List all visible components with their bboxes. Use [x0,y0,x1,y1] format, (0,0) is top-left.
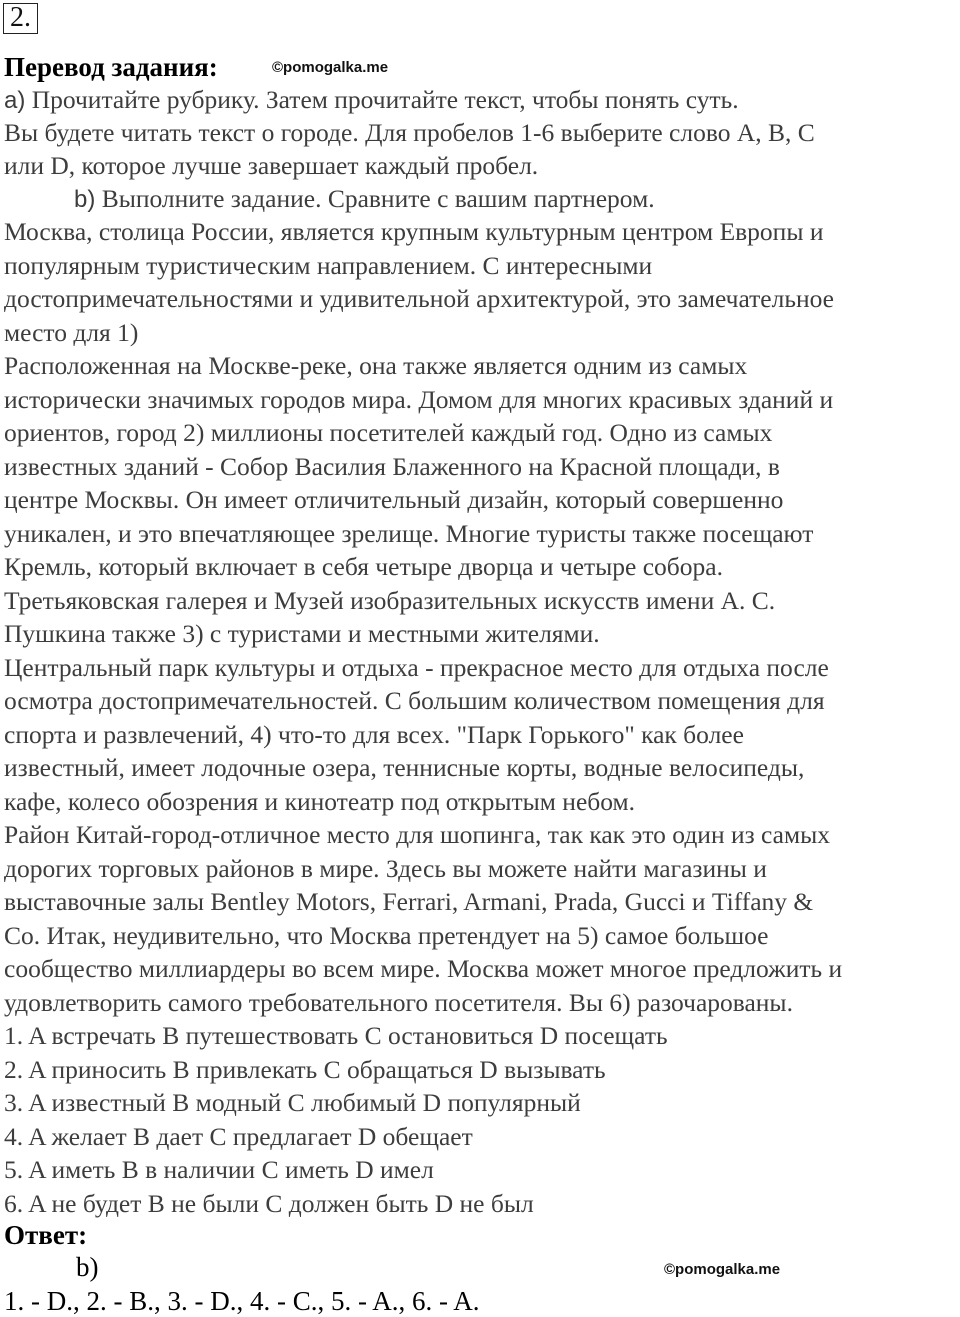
option-line: 4. A желает B дает C предлагает D обещает [4,1122,473,1151]
passage-line: Co. Итак, неудивительно, что Москва претендует на 5) самое большое [4,921,769,950]
watermark-bottom: ©pomogalka.me [664,1261,781,1278]
passage-line: удовлетворить самого требовательного посетителя. Вы 6) разочарованы. [4,988,793,1017]
instruction-a-text: Прочитайте рубрику. Затем прочитайте текст, чтобы понять суть. [25,85,739,114]
instruction-line-3: или D, которое лучше завершает каждый пробел. [4,151,539,180]
instruction-b-marker: b) [74,186,96,213]
passage-line: дорогих торговых районов в мире. Здесь вы можете найти магазины и [4,854,767,883]
passage-line: место для 1) [4,318,139,347]
passage-line: выставочные залы Bentley Motors, Ferrari, Armani, Prada, Gucci и Tiffany & [4,887,814,916]
passage-line: Пушкина также 3) с туристами и местными жителями. [4,619,600,648]
instruction-b [74,184,655,215]
passage-line: центре Москвы. Он имеет отличительный дизайн, который совершенно [4,485,784,514]
passage-line: спорта и развлечений, 4) что-то для всех. "Парк Горького" как более [4,720,744,749]
option-line: 3. A известный B модный C любимый D популярный [4,1088,581,1117]
instruction-b-text: Выполните задание. Сравните с вашим партнером. [95,184,655,213]
answer-text: 1. - D., 2. - B., 3. - D., 4. - C., 5. - A., 6. - A. [4,1286,480,1316]
passage-line: популярным туристическим направлением. С интересными [4,251,653,280]
task-number: 2. [3,3,38,34]
option-line: 2. A приносить B привлекать C обращаться D вызывать [4,1055,606,1084]
answer-heading: Ответ: [4,1220,88,1250]
option-line: 5. A иметь B в наличии C иметь D имел [4,1155,434,1184]
answer-b-marker: b) [76,1252,99,1282]
passage-line: известных зданий - Собор Василия Блаженного на Красной площади, в [4,452,780,481]
passage-line: ориентов, город 2) миллионы посетителей каждый год. Одно из самых [4,418,773,447]
passage-line: Центральный парк культуры и отдыха - прекрасное место для отдыха после [4,653,829,682]
passage-line: Кремль, который включает в себя четыре дворца и четыре собора. [4,552,723,581]
option-line: 6. A не будет B не были C должен быть D не был [4,1189,534,1218]
passage-line: исторически значимых городов мира. Домом для многих красивых зданий и [4,385,834,414]
passage-line: кафе, колесо обозрения и кинотеатр под открытым небом. [4,787,636,816]
instruction-a [4,85,739,116]
instruction-a-marker: a) [4,87,26,114]
passage-line: Расположенная на Москве-реке, она также является одним из самых [4,351,748,380]
passage-line: осмотра достопримечательностей. С большим количеством помещения для [4,686,825,715]
passage-line: Москва, столица России, является крупным культурным центром Европы и [4,217,824,246]
passage-line: сообщество миллиардеры во всем мире. Москва может многое предложить и [4,954,843,983]
watermark-top: ©pomogalka.me [272,59,389,76]
passage-line: известный, имеет лодочные озера, теннисные корты, водные велосипеды, [4,753,805,782]
instruction-line-2: Вы будете читать текст о городе. Для пробелов 1-6 выберите слово A, B, C [4,118,815,147]
passage-line: Третьяковская галерея и Музей изобразительных искусств имени А. С. [4,586,776,615]
option-line: 1. A встречать B путешествовать C остановиться D посещать [4,1021,668,1050]
passage-line: Район Китай-город-отличное место для шопинга, так как это один из самых [4,820,831,849]
translation-heading: Перевод задания: [4,52,218,82]
passage-line: достопримечательностями и удивительной архитектурой, это замечательное [4,284,834,313]
passage-line: уникален, и это впечатляющее зрелище. Многие туристы также посещают [4,519,814,548]
